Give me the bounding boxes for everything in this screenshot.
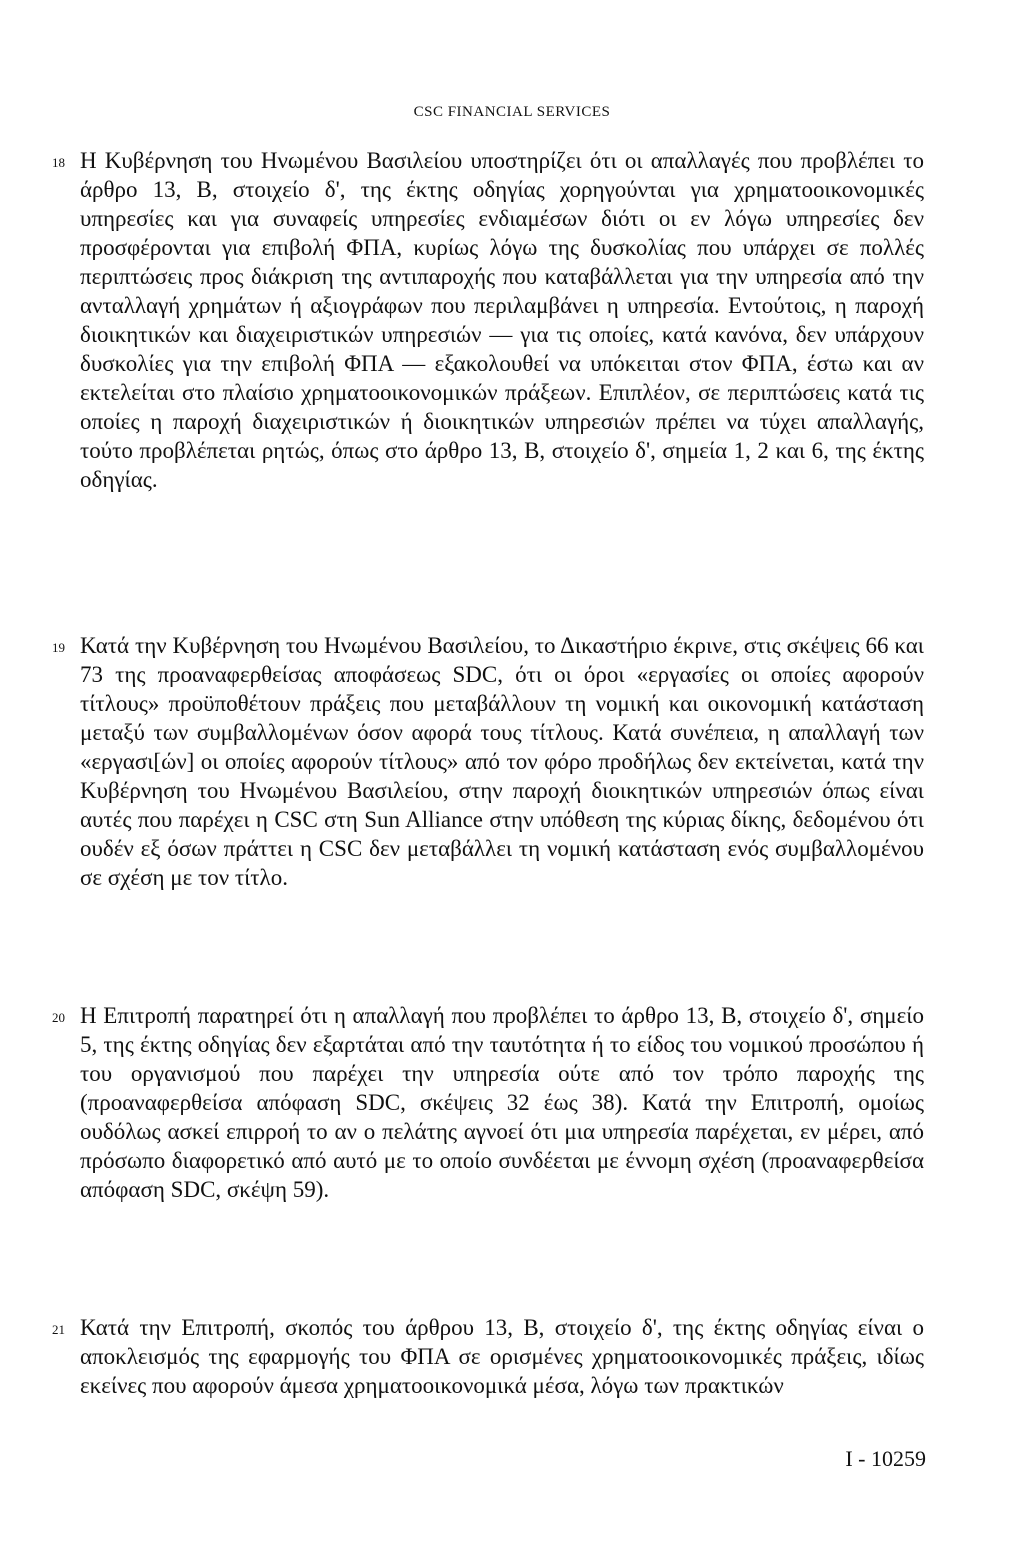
paragraph-number: 20 <box>52 1010 65 1025</box>
paragraph-18 <box>52 146 924 494</box>
page-number: I - 10259 <box>845 1446 926 1471</box>
paragraph-number: 18 <box>52 155 65 170</box>
paragraph-number: 21 <box>52 1322 65 1337</box>
paragraph-21 <box>52 1313 924 1400</box>
paragraph-text: Κατά την Επιτροπή, σκοπός του άρθρου 13, Β, στοιχείο δ', της έκτης οδηγίας είναι ο αποκλεισμός της εφαρμογής του ΦΠΑ σε ορισμένες χρηματοοικονομικές πράξεις, ιδίως εκείνες που αφορούν άμεσα χρηματοοικονομικά μέσα, λόγω των πρακτικών <box>80 1315 924 1398</box>
paragraph-19 <box>52 631 924 892</box>
paragraph-text: Κατά την Κυβέρνηση του Ηνωμένου Βασιλείου, το Δικαστήριο έκρινε, στις σκέψεις 66 και 73 της προαναφερθείσας αποφάσεως SDC, ότι οι όροι «εργασίες οι οποίες αφορούν τίτλους» προϋποθέτουν πράξεις που μεταβάλλουν τη νομική και οικονομική κατάσταση μεταξύ των συμβαλλομένων όσον αφορά τους τίτλους. Κατά συνέπεια, η απαλλαγή των «εργασι[ών] οι οποίες αφορούν τίτλους» από τον φόρο προδήλως δεν εκτείνεται, κατά την Κυβέρνηση του Ηνωμένου Βασιλείου, στην παροχή διοικητικών υπηρεσιών όπως είναι αυτές που παρέχει η CSC στη Sun Alliance στην υπόθεση της κύριας δίκης, δεδομένου ότι ουδέν εξ όσων πράττει η CSC δεν μεταβάλλει τη νομική κατάσταση ενός συμβαλλομένου σε σχέση με τον τίτλο. <box>80 633 924 890</box>
paragraph-20 <box>52 1001 924 1204</box>
paragraph-text: Η Κυβέρνηση του Ηνωμένου Βασιλείου υποστηρίζει ότι οι απαλλαγές που προβλέπει το άρθρο 13, Β, στοιχείο δ', της έκτης οδηγίας χορηγούνται για χρηματοοικονομικές υπηρεσίες και για συναφείς υπηρεσίες ενδιαμέσων διότι οι εν λόγω υπηρεσίες δεν προσφέρονται για επιβολή ΦΠΑ, κυρίως λόγω της δυσκολίας που υπάρχει σε πολλές περιπτώσεις προς διάκριση της αντιπαροχής που καταβάλλεται για την υπηρεσία από την ανταλλαγή χρημάτων ή αξιογράφων που περιλαμβάνει η υπηρεσία. Εντούτοις, η παροχή διοικητικών και διαχειριστικών υπηρεσιών — για τις οποίες, κατά κανόνα, δεν υπάρχουν δυσκολίες για την επιβολή ΦΠΑ — εξακολουθεί να υπόκειται στον ΦΠΑ, έστω και αν εκτελείται στο πλαίσιο χρηματοοικονομικών πράξεων. Επιπλέον, σε περιπτώσεις κατά τις οποίες η παροχή διαχειριστικών ή διοικητικών υπηρεσιών πρέπει να τύχει απαλλαγής, τούτο προβλέπεται ρητώς, όπως στο άρθρο 13, Β, στοιχείο δ', σημεία 1, 2 και 6, της έκτης οδηγίας. <box>80 148 924 492</box>
paragraph-text: Η Επιτροπή παρατηρεί ότι η απαλλαγή που προβλέπει το άρθρο 13, Β, στοιχείο δ', σημείο 5, της έκτης οδηγίας δεν εξαρτάται από την ταυτότητα ή το είδος του νομικού προσώπου ή του οργανισμού που παρέχει την υπηρεσία ούτε από τον τρόπο παροχής της (προαναφερθείσα απόφαση SDC, σκέψεις 32 έως 38). Κατά την Επιτροπή, ομοίως ουδόλως ασκεί επιρροή το αν ο πελάτης αγνοεί ότι μια υπηρεσία παρέχεται, εν μέρει, από πρόσωπο διαφορετικό από αυτό με το οποίο συνδέεται με έννομη σχέση (προαναφερθείσα απόφαση SDC, σκέψη 59). <box>80 1003 924 1202</box>
paragraph-number: 19 <box>52 640 65 655</box>
running-header: CSC FINANCIAL SERVICES <box>413 104 611 120</box>
